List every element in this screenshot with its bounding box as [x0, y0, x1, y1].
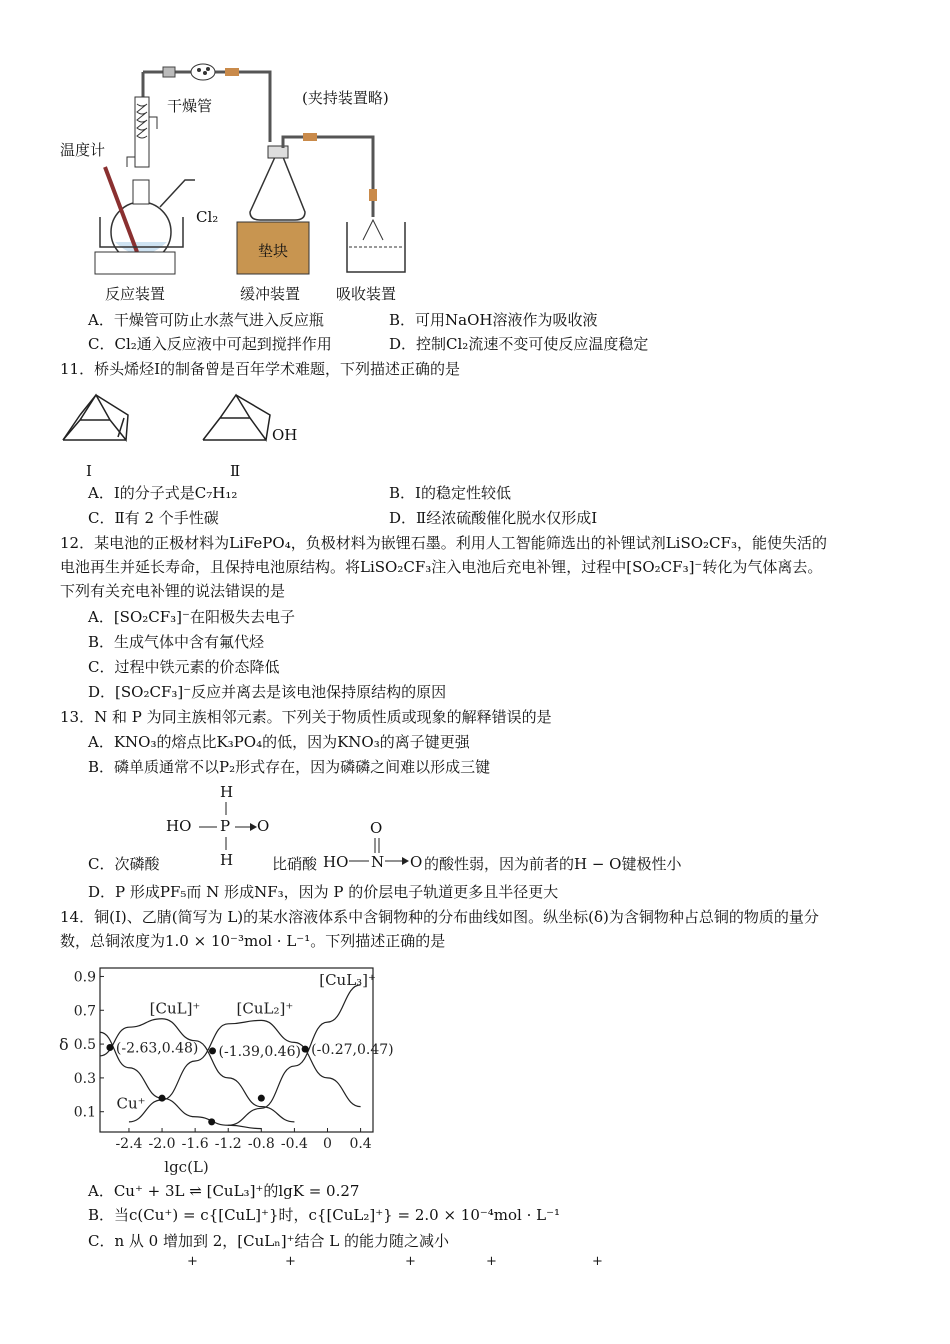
q11-option-a: A．Ⅰ的分子式是C₇H₁₂: [88, 484, 238, 502]
structure-II-label: Ⅱ: [230, 462, 241, 480]
pad-block-label: 垫块: [258, 242, 289, 260]
y-tick-label-0: 0.9: [73, 969, 96, 986]
q10-option-c: C．Cl₂通入反应液中可起到搅拌作用: [88, 335, 332, 353]
q13-option-a: A．KNO₃的熔点比K₃PO₄的低，因为KNO₃的离子键更强: [88, 733, 470, 751]
apparatus-figure: [55, 62, 455, 312]
q10-option-b: B．可用NaOH溶液作为吸收液: [389, 311, 598, 329]
series-label-cu: Cu⁺: [116, 1094, 146, 1113]
hypophosphorous-o: O: [257, 817, 270, 835]
structure-II: [198, 385, 278, 447]
nitric-o-top: O: [370, 819, 383, 837]
q12-stem-line-1: 12．某电池的正极材料为LiFePO₄，负极材料为嵌锂石墨。利用人工智能筛选出的补锂试剂LiSO₂CF₃，能使失活的: [60, 534, 827, 552]
data-point-3: [159, 1095, 166, 1102]
q12-option-b: B．生成气体中含有氟代烃: [88, 633, 265, 651]
data-point-4: [258, 1095, 265, 1102]
q14-stem-line-2: 数，总铜浓度为1.0 × 10⁻³mol · L⁻¹。下列描述正确的是: [60, 932, 446, 950]
y-tick-label-2: 0.5: [73, 1037, 96, 1054]
q14-option-c: C．n 从 0 增加到 2，[CuLₙ]⁺结合 L 的能力随之减小: [88, 1232, 450, 1250]
x-tick-label-5: -0.4: [280, 1136, 308, 1152]
y-axis-label: δ: [59, 1035, 69, 1055]
q10-option-a: A．干燥管可防止水蒸气进入反应瓶: [88, 311, 324, 329]
x-tick-label-4: -0.8: [247, 1136, 275, 1152]
q13-option-d: D．P 形成PF₅而 N 形成NF₃，因为 P 的价层电子轨道更多且半径更大: [88, 883, 559, 901]
note-label: (夹持装置略): [302, 89, 389, 107]
nitric-o-right: O: [410, 853, 423, 871]
plus-mark-1: +: [187, 1254, 198, 1269]
q13-option-b: B．磷单质通常不以P₂形式存在，因为磷磷之间难以形成三键: [88, 758, 491, 776]
thermometer-label: 温度计: [60, 141, 106, 159]
x-tick-label-6: 0: [323, 1136, 332, 1152]
q12-stem-line-3: 下列有关充电补锂的说法错误的是: [60, 582, 286, 600]
plus-mark-3: +: [405, 1254, 416, 1269]
data-point-5: [208, 1118, 215, 1125]
hypophosphorous-ho: HO: [166, 817, 192, 835]
structure-I: [58, 385, 133, 447]
series-line-2: [129, 1020, 361, 1121]
nitric-ho: HO: [323, 853, 349, 871]
data-point-label-1: (-1.39,0.46): [218, 1043, 301, 1060]
buffer-apparatus-label: 缓冲装置: [240, 285, 301, 303]
q12-option-d: D．[SO₂CF₃]⁻反应并离去是该电池保持原结构的原因: [88, 683, 447, 701]
absorb-apparatus-label: 吸收装置: [336, 285, 397, 303]
q14-option-b: B．当c(Cu⁺) = c{[CuL]⁺}时，c{[CuL₂]⁺} = 2.0 × 10⁻⁴mol · L⁻¹: [88, 1206, 561, 1224]
data-point-label-2: (-0.27,0.47): [311, 1042, 394, 1059]
distribution-chart: [55, 960, 405, 1182]
data-point-1: [209, 1047, 216, 1054]
y-tick-label-1: 0.7: [73, 1003, 96, 1020]
hypophosphorous-p: P: [220, 817, 231, 835]
y-tick-label-3: 0.3: [73, 1070, 96, 1087]
q12-option-a: A．[SO₂CF₃]⁻在阳极失去电子: [88, 608, 295, 626]
q12-stem-line-2: 电池再生并延长寿命，且保持电池原结构。将LiSO₂CF₃注入电池后充电补锂，过程中[SO₂CF₃]⁻转化为气体离去。: [60, 558, 823, 576]
hypophosphorous-h-bottom: H: [220, 851, 234, 869]
q13-option-c-prefix: C．次磷酸: [88, 855, 160, 873]
reaction-apparatus-label: 反应装置: [105, 285, 166, 303]
series-label-cul3: [CuL₃]⁺: [319, 970, 376, 989]
q11-option-b: B．Ⅰ的稳定性较低: [389, 484, 511, 502]
series-label-cul: [CuL]⁺: [149, 999, 201, 1018]
q11-option-d: D．Ⅱ经浓硫酸催化脱水仅形成Ⅰ: [389, 509, 598, 527]
x-tick-label-0: -2.4: [115, 1136, 143, 1152]
x-tick-label-7: 0.4: [349, 1136, 372, 1152]
series-label-cul2: [CuL₂]⁺: [236, 999, 294, 1018]
drying-tube-label: 干燥管: [167, 97, 213, 115]
data-point-label-0: (-2.63,0.48): [115, 1040, 199, 1057]
oh-label: OH: [272, 426, 298, 444]
plus-mark-2: +: [285, 1254, 296, 1269]
data-point-0: [106, 1044, 113, 1051]
q10-option-d: D．控制Cl₂流速不变可使反应温度稳定: [389, 335, 649, 353]
structure-I-label: Ⅰ: [86, 462, 92, 480]
plus-mark-5: +: [592, 1254, 603, 1269]
q11-stem: 11．桥头烯烃Ⅰ的制备曾是百年学术难题，下列描述正确的是: [60, 360, 461, 378]
plus-mark-4: +: [486, 1254, 497, 1269]
x-tick-label-3: -1.2: [214, 1136, 242, 1152]
data-point-2: [302, 1046, 309, 1053]
q13-stem: 13．N 和 P 为同主族相邻元素。下列关于物质性质或现象的解释错误的是: [60, 708, 552, 726]
hypophosphorous-bonds: [190, 800, 260, 855]
x-tick-label-1: -2.0: [148, 1136, 176, 1152]
q13-option-c-suffix: 的酸性弱，因为前者的H − O键极性小: [424, 855, 682, 873]
x-axis-label: lgc(L): [164, 1158, 209, 1176]
x-tick-label-2: -1.6: [181, 1136, 209, 1152]
nitric-n: N: [371, 853, 385, 871]
y-tick-label-4: 0.1: [73, 1104, 96, 1121]
q14-stem-line-1: 14．铜(Ⅰ)、乙腈(简写为 L)的某水溶液体系中含铜物种的分布曲线如图。纵坐标(δ)为含铜物种占总铜的物质的量分: [60, 908, 819, 926]
cl2-label: Cl₂: [196, 208, 219, 226]
q14-option-a: A．Cu⁺ + 3L ⇌ [CuL₃]⁺的lgK = 0.27: [88, 1182, 360, 1200]
q13-option-c-middle: 比硝酸: [272, 855, 318, 873]
q12-option-c: C．过程中铁元素的价态降低: [88, 658, 280, 676]
q11-option-c: C．Ⅱ有 2 个手性碳: [88, 509, 219, 527]
hypophosphorous-h-top: H: [220, 783, 234, 801]
nitric-bonds: [345, 836, 415, 866]
